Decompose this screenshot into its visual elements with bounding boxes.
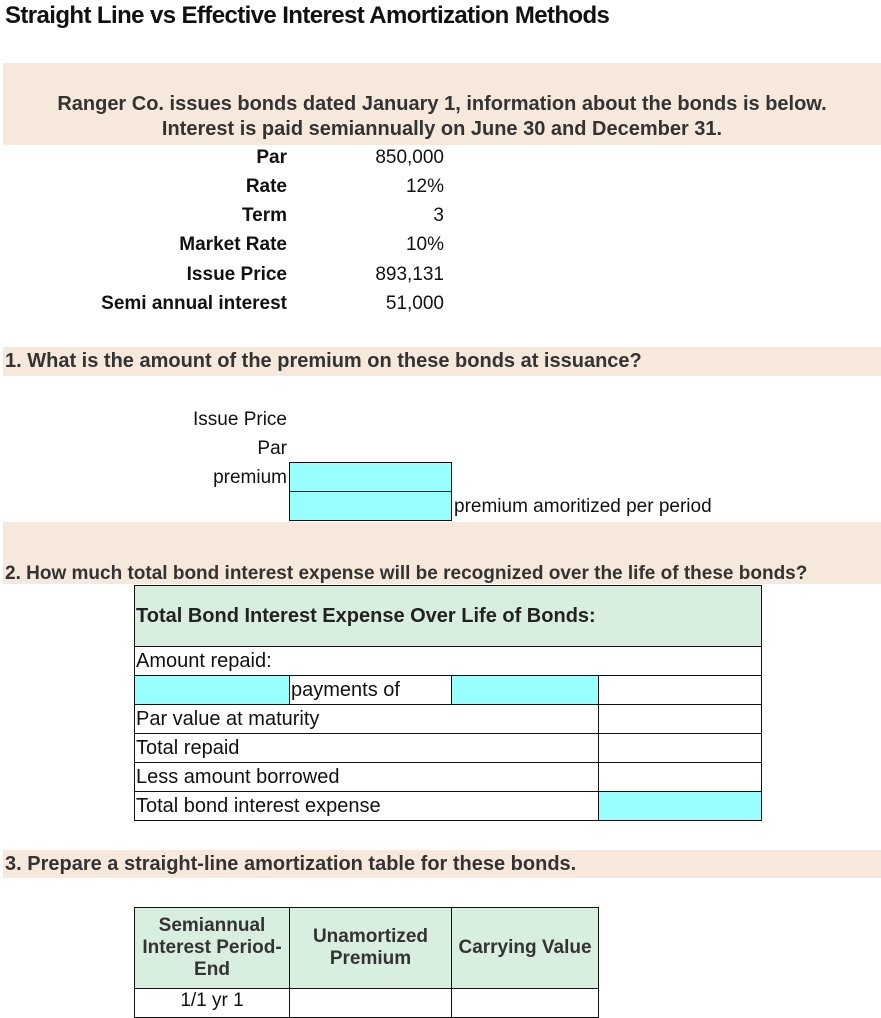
par-value[interactable]: 850,000 (375, 147, 444, 168)
less-borrowed-label: Less amount borrowed (136, 766, 340, 788)
intro-band (3, 63, 881, 145)
table-row-period-cell (134, 988, 290, 1018)
col-header-carrying-value: Carrying Value (451, 907, 599, 989)
table-row-carrying-cell[interactable] (451, 988, 599, 1018)
premium-input-cell[interactable] (289, 462, 452, 492)
intro-line-2: Interest is paid semiannually on June 30 and December 31. (161, 118, 723, 140)
q1-issue-price-label: Issue Price (193, 409, 287, 430)
total-expense-row (134, 791, 599, 821)
number-of-payments-input[interactable] (134, 675, 290, 705)
semi-annual-interest-label: Semi annual interest (101, 293, 287, 314)
amount-repaid-label: Amount repaid: (136, 650, 272, 672)
table-row-unamortized-cell[interactable] (289, 988, 452, 1018)
premium-per-period-input-cell[interactable] (289, 491, 452, 521)
term-label: Term (241, 205, 287, 226)
total-repaid-label: Total repaid (136, 737, 240, 759)
par-value-label: Par value at maturity (136, 708, 320, 730)
less-borrowed-row (134, 762, 599, 792)
page-title: Straight Line vs Effective Interest Amortization Methods (5, 2, 610, 29)
q3-question: 3. Prepare a straight-line amortization table for these bonds. (5, 853, 577, 875)
col-header-unamortized-premium: Unamortized Premium (289, 907, 452, 989)
term-value[interactable]: 3 (433, 205, 444, 226)
semi-annual-interest-value[interactable]: 51,000 (385, 293, 444, 314)
par-label: Par (256, 147, 287, 168)
first-row-period: 1/1 yr 1 (180, 990, 244, 1011)
payments-of-cell (289, 675, 452, 705)
q2-question: 2. How much total bond interest expense will be recognized over the life of these bonds? (5, 563, 808, 584)
payments-of-label: payments of (291, 679, 400, 701)
intro-line-1: Ranger Co. issues bonds dated January 1, information about the bonds is below. (57, 93, 827, 115)
market-rate-value[interactable]: 10% (405, 234, 444, 255)
premium-per-period-label: premium amoritized per period (454, 496, 712, 517)
rate-value[interactable]: 12% (405, 176, 444, 197)
rate-label: Rate (245, 176, 287, 197)
payments-total-cell[interactable] (598, 675, 762, 705)
market-rate-label: Market Rate (179, 234, 287, 255)
q3-band (3, 850, 881, 878)
q1-band (3, 347, 881, 376)
total-expense-label: Total bond interest expense (136, 795, 381, 817)
q1-premium-label: premium (213, 467, 287, 488)
amount-repaid-row (134, 646, 762, 676)
total-expense-input[interactable] (598, 791, 762, 821)
table-title-cell (134, 585, 762, 647)
par-value-cell[interactable] (598, 704, 762, 734)
q2-band (3, 522, 881, 584)
issue-price-label: Issue Price (186, 264, 287, 285)
table-title: Total Bond Interest Expense Over Life of Bonds: (136, 605, 596, 627)
payment-amount-input[interactable] (451, 675, 599, 705)
col-header-period: Semiannual Interest Period-End (134, 907, 290, 989)
total-repaid-cell[interactable] (598, 733, 762, 763)
q1-par-label: Par (257, 438, 287, 459)
q1-question: 1. What is the amount of the premium on these bonds at issuance? (5, 350, 642, 372)
issue-price-value[interactable]: 893,131 (375, 264, 444, 285)
total-repaid-row (134, 733, 599, 763)
less-borrowed-cell[interactable] (598, 762, 762, 792)
par-value-row (134, 704, 599, 734)
